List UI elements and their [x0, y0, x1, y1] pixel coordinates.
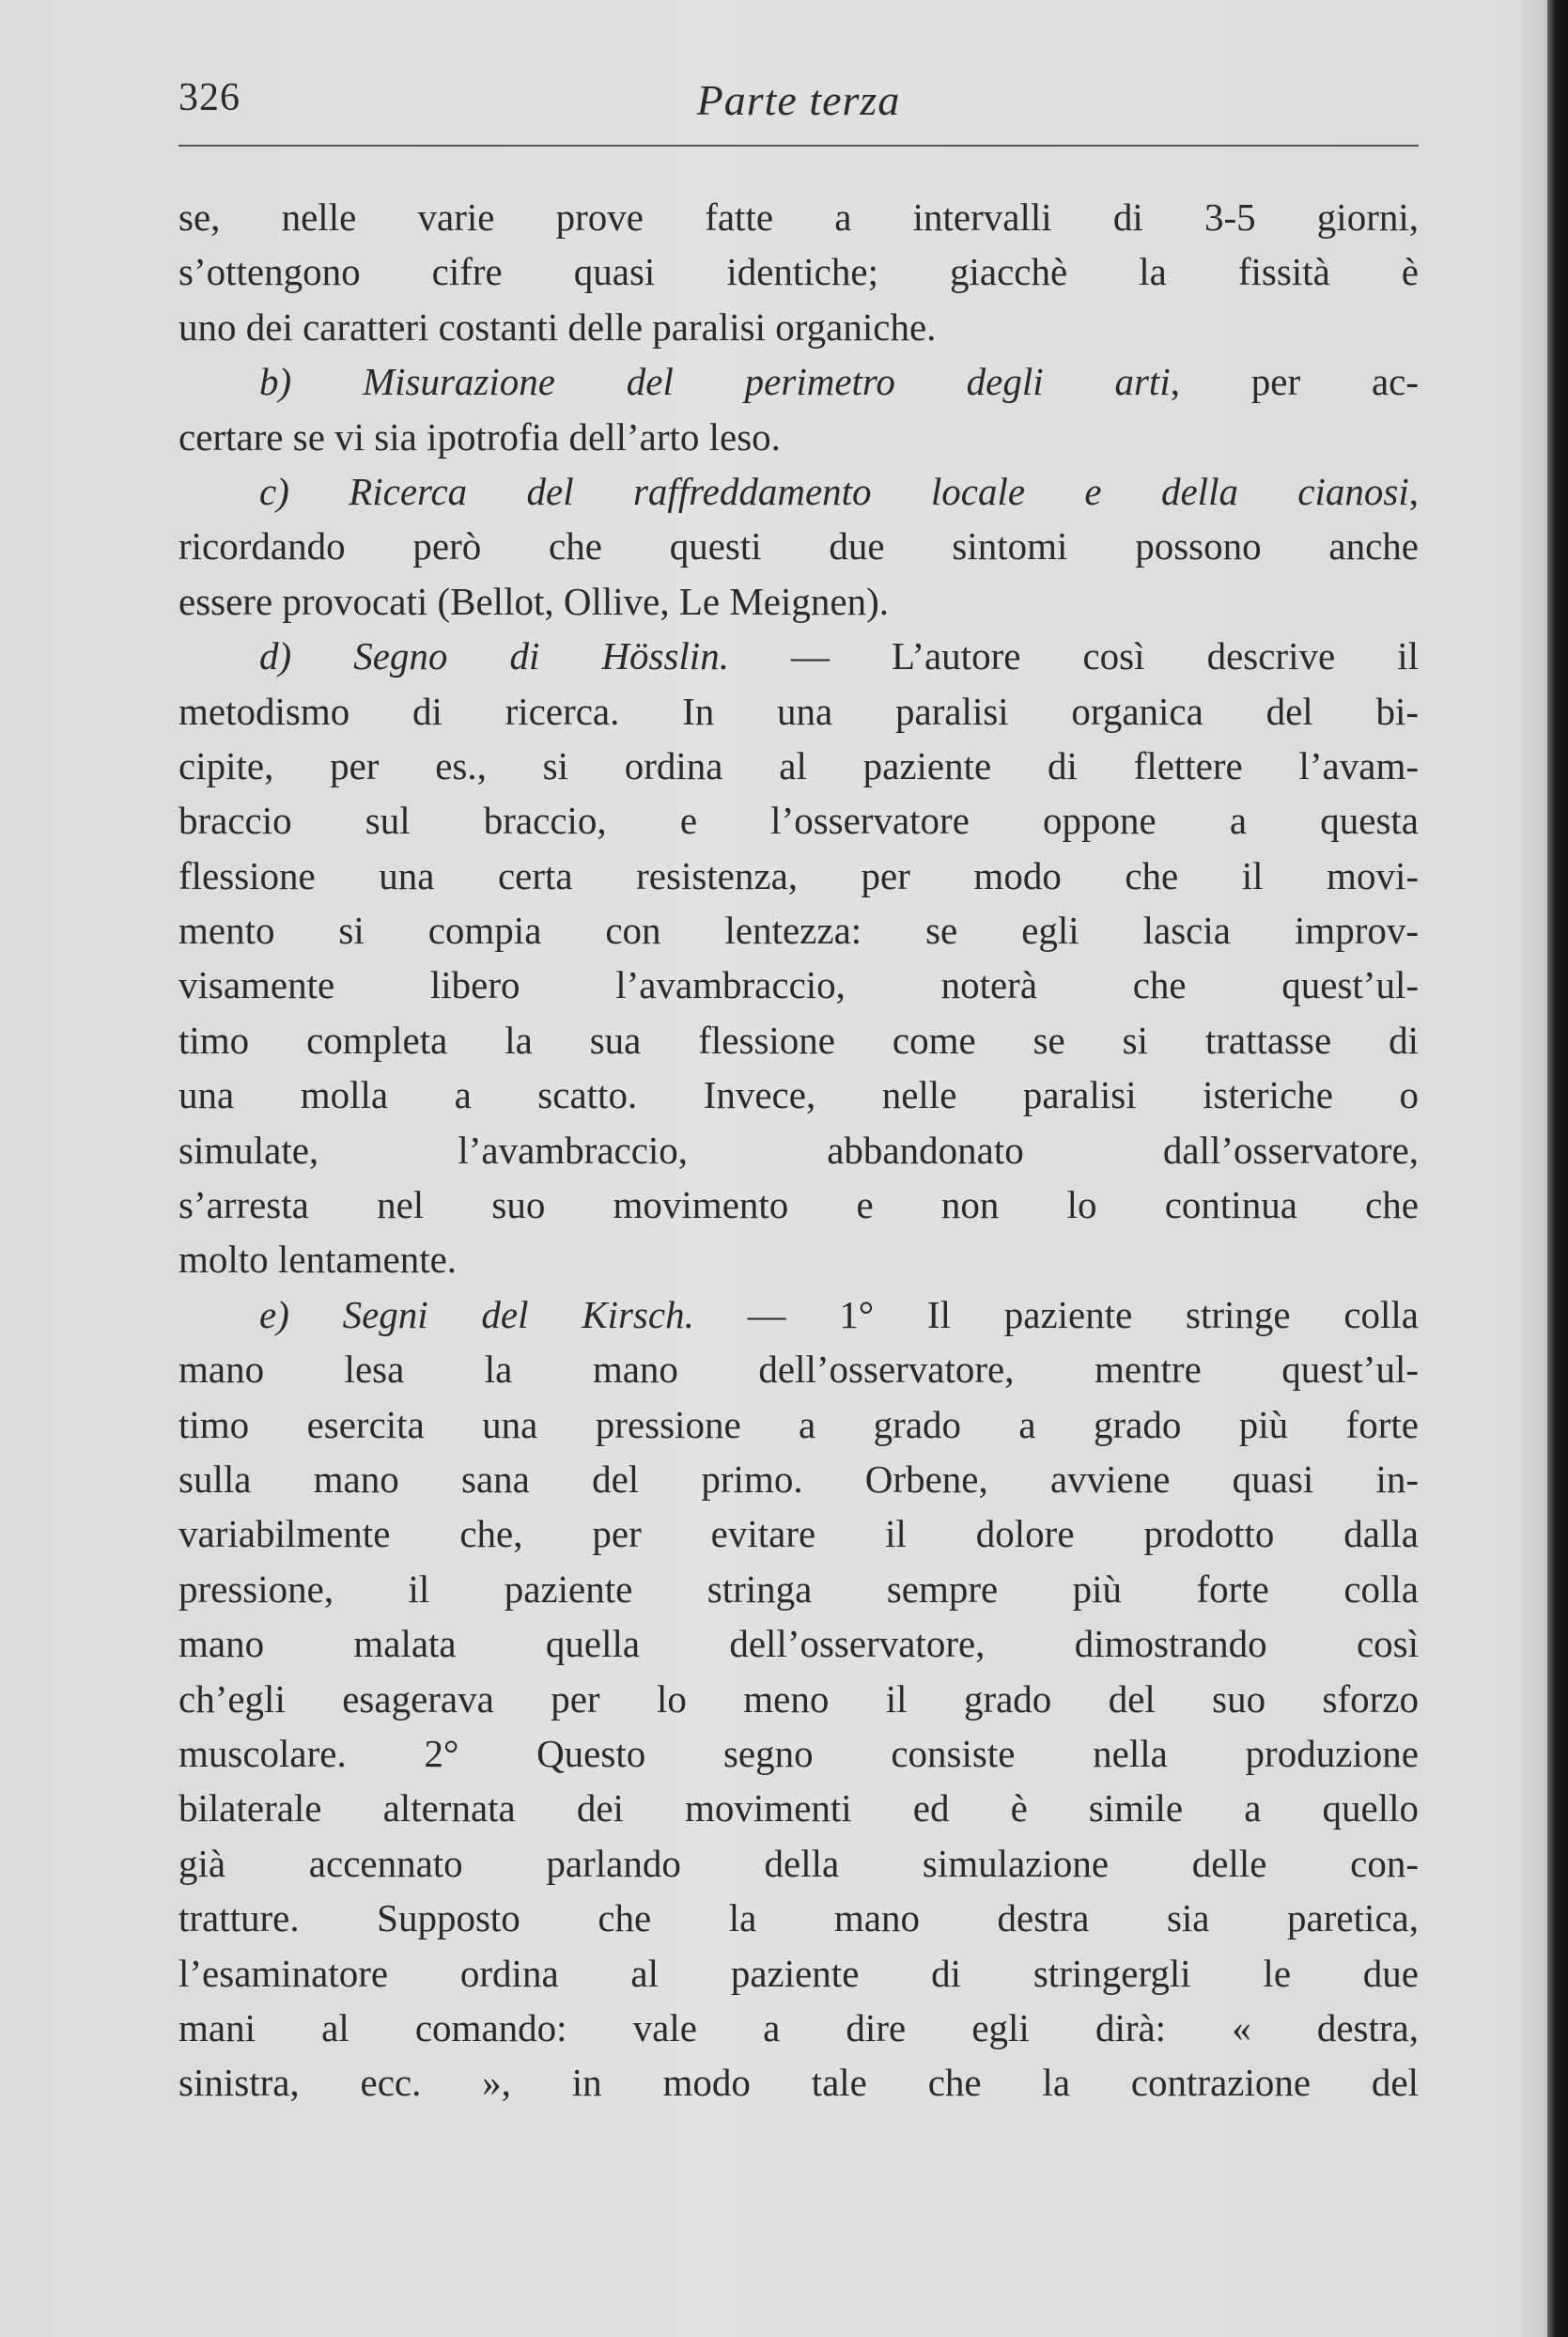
- text-line: [179, 1891, 1419, 1945]
- header-rule: [179, 145, 1419, 147]
- text-line: [179, 1013, 1419, 1067]
- text-segment: sulla mano sana del primo. Orbene, avviene quasi in-: [179, 1457, 1419, 1501]
- text-line: [179, 629, 1419, 683]
- text-line: [179, 1232, 1419, 1286]
- text-line: [179, 1287, 1419, 1342]
- text-segment: mento si compia con lentezza: se egli lascia improv-: [179, 909, 1419, 953]
- text-segment: una molla a scatto. Invece, nelle paralisi isteriche o: [179, 1073, 1419, 1117]
- text-segment: mano lesa la mano dell’osservatore, mentre quest’ul-: [179, 1348, 1419, 1392]
- text-segment: essere provocati (Bellot, Ollive, Le Meignen).: [179, 579, 889, 623]
- text-segment: bilaterale alternata dei movimenti ed è simile a quello: [179, 1786, 1419, 1831]
- text-line: [179, 958, 1419, 1012]
- text-segment: uno dei caratteri costanti delle paralisi organiche.: [179, 304, 937, 349]
- text-segment: sinistra, ecc. », in modo tale che la contrazione del: [179, 2061, 1419, 2105]
- italic-text: Segno di Hösslin.: [353, 634, 729, 678]
- text-segment: se, nelle varie prove fatte a intervalli di 3-5 giorni,: [179, 195, 1419, 239]
- text-line: [179, 354, 1419, 409]
- text-line: [179, 1397, 1419, 1452]
- text-line: [179, 464, 1419, 519]
- text-segment: — 1° Il paziente stringe colla: [693, 1292, 1420, 1336]
- text-line: [179, 519, 1419, 573]
- page-header: [179, 75, 1419, 141]
- text-line: [179, 1506, 1419, 1561]
- italic-text: e): [259, 1292, 343, 1336]
- text-line: [179, 574, 1419, 629]
- text-segment: flessione una certa resistenza, per modo che il movi-: [179, 853, 1419, 897]
- text-segment: metodismo di ricerca. In una paralisi organica del bi-: [179, 689, 1419, 733]
- text-line: [179, 849, 1419, 903]
- body-text: [179, 190, 1419, 2111]
- text-segment: ,: [1408, 469, 1419, 513]
- text-line: [179, 1177, 1419, 1232]
- text-segment: molto lentamente.: [179, 1238, 458, 1282]
- text-segment: ch’egli esagerava per lo meno il grado del suo sforzo: [179, 1676, 1419, 1721]
- italic-text: Misurazione del perimetro degli arti: [362, 360, 1171, 404]
- page-number: 326: [179, 76, 241, 119]
- text-line: [179, 903, 1419, 958]
- text-segment: già accennato parlando della simulazione delle con-: [179, 1841, 1419, 1885]
- text-line: [179, 1836, 1419, 1891]
- text-line: [179, 793, 1419, 848]
- text-line: [179, 2055, 1419, 2110]
- text-segment: timo completa la sua flessione come se si trattasse di: [179, 1018, 1419, 1062]
- text-segment: simulate, l’avambraccio, abbandonato dall’osservatore,: [179, 1128, 1419, 1172]
- italic-text: Ricerca del raffreddamento locale e della cianosi: [349, 469, 1409, 513]
- italic-text: d): [259, 634, 354, 678]
- text-segment: ricordando però che questi due sintomi possono anche: [179, 524, 1419, 569]
- italic-text: c): [259, 469, 349, 513]
- text-segment: s’arresta nel suo movimento e non lo continua che: [179, 1183, 1419, 1227]
- text-segment: mani al comando: vale a dire egli dirà: « destra,: [179, 2005, 1419, 2049]
- text-line: [179, 1452, 1419, 1506]
- book-binding-edge: [1547, 0, 1568, 2337]
- text-line: [179, 300, 1419, 354]
- page-edge-shadow: [1521, 0, 1547, 2337]
- text-segment: s’ottengono cifre quasi identiche; giacchè la fissità è: [179, 250, 1419, 294]
- text-line: [179, 684, 1419, 739]
- italic-text: b): [259, 360, 363, 404]
- text-segment: — L’autore così descrive il: [728, 634, 1419, 678]
- text-segment: tratture. Supposto che la mano destra sia paretica,: [179, 1896, 1419, 1940]
- text-line: [179, 1123, 1419, 1177]
- text-segment: mano malata quella dell’osservatore, dimostrando così: [179, 1622, 1419, 1666]
- text-segment: certare se vi sia ipotrofia dell’arto leso.: [179, 414, 781, 459]
- text-line: [179, 190, 1419, 244]
- text-line: [179, 410, 1419, 464]
- text-segment: timo esercita una pressione a grado a grado più forte: [179, 1402, 1419, 1446]
- text-line: [179, 1067, 1419, 1122]
- text-line: [179, 1616, 1419, 1671]
- text-line: [179, 739, 1419, 793]
- text-line: [179, 244, 1419, 299]
- text-line: [179, 2001, 1419, 2055]
- text-segment: visamente libero l’avambraccio, noterà che quest’ul-: [179, 963, 1419, 1007]
- italic-text: Segni del Kirsch.: [342, 1292, 694, 1336]
- text-line: [179, 1726, 1419, 1781]
- running-title: Parte terza: [696, 76, 901, 124]
- text-line: [179, 1672, 1419, 1726]
- text-segment: braccio sul braccio, e l’osservatore oppone a questa: [179, 799, 1419, 843]
- text-line: [179, 1781, 1419, 1835]
- text-line: [179, 1562, 1419, 1616]
- text-segment: variabilmente che, per evitare il dolore prodotto dalla: [179, 1512, 1419, 1556]
- text-segment: cipite, per es., si ordina al paziente di flettere l’avam-: [179, 743, 1419, 787]
- text-segment: muscolare. 2° Questo segno consiste nella produzione: [179, 1731, 1419, 1775]
- text-segment: pressione, il paziente stringa sempre più forte colla: [179, 1566, 1419, 1611]
- text-line: [179, 1946, 1419, 2001]
- text-segment: , per ac-: [1170, 360, 1419, 404]
- text-segment: l’esaminatore ordina al paziente di stringergli le due: [179, 1951, 1419, 1995]
- text-line: [179, 1342, 1419, 1396]
